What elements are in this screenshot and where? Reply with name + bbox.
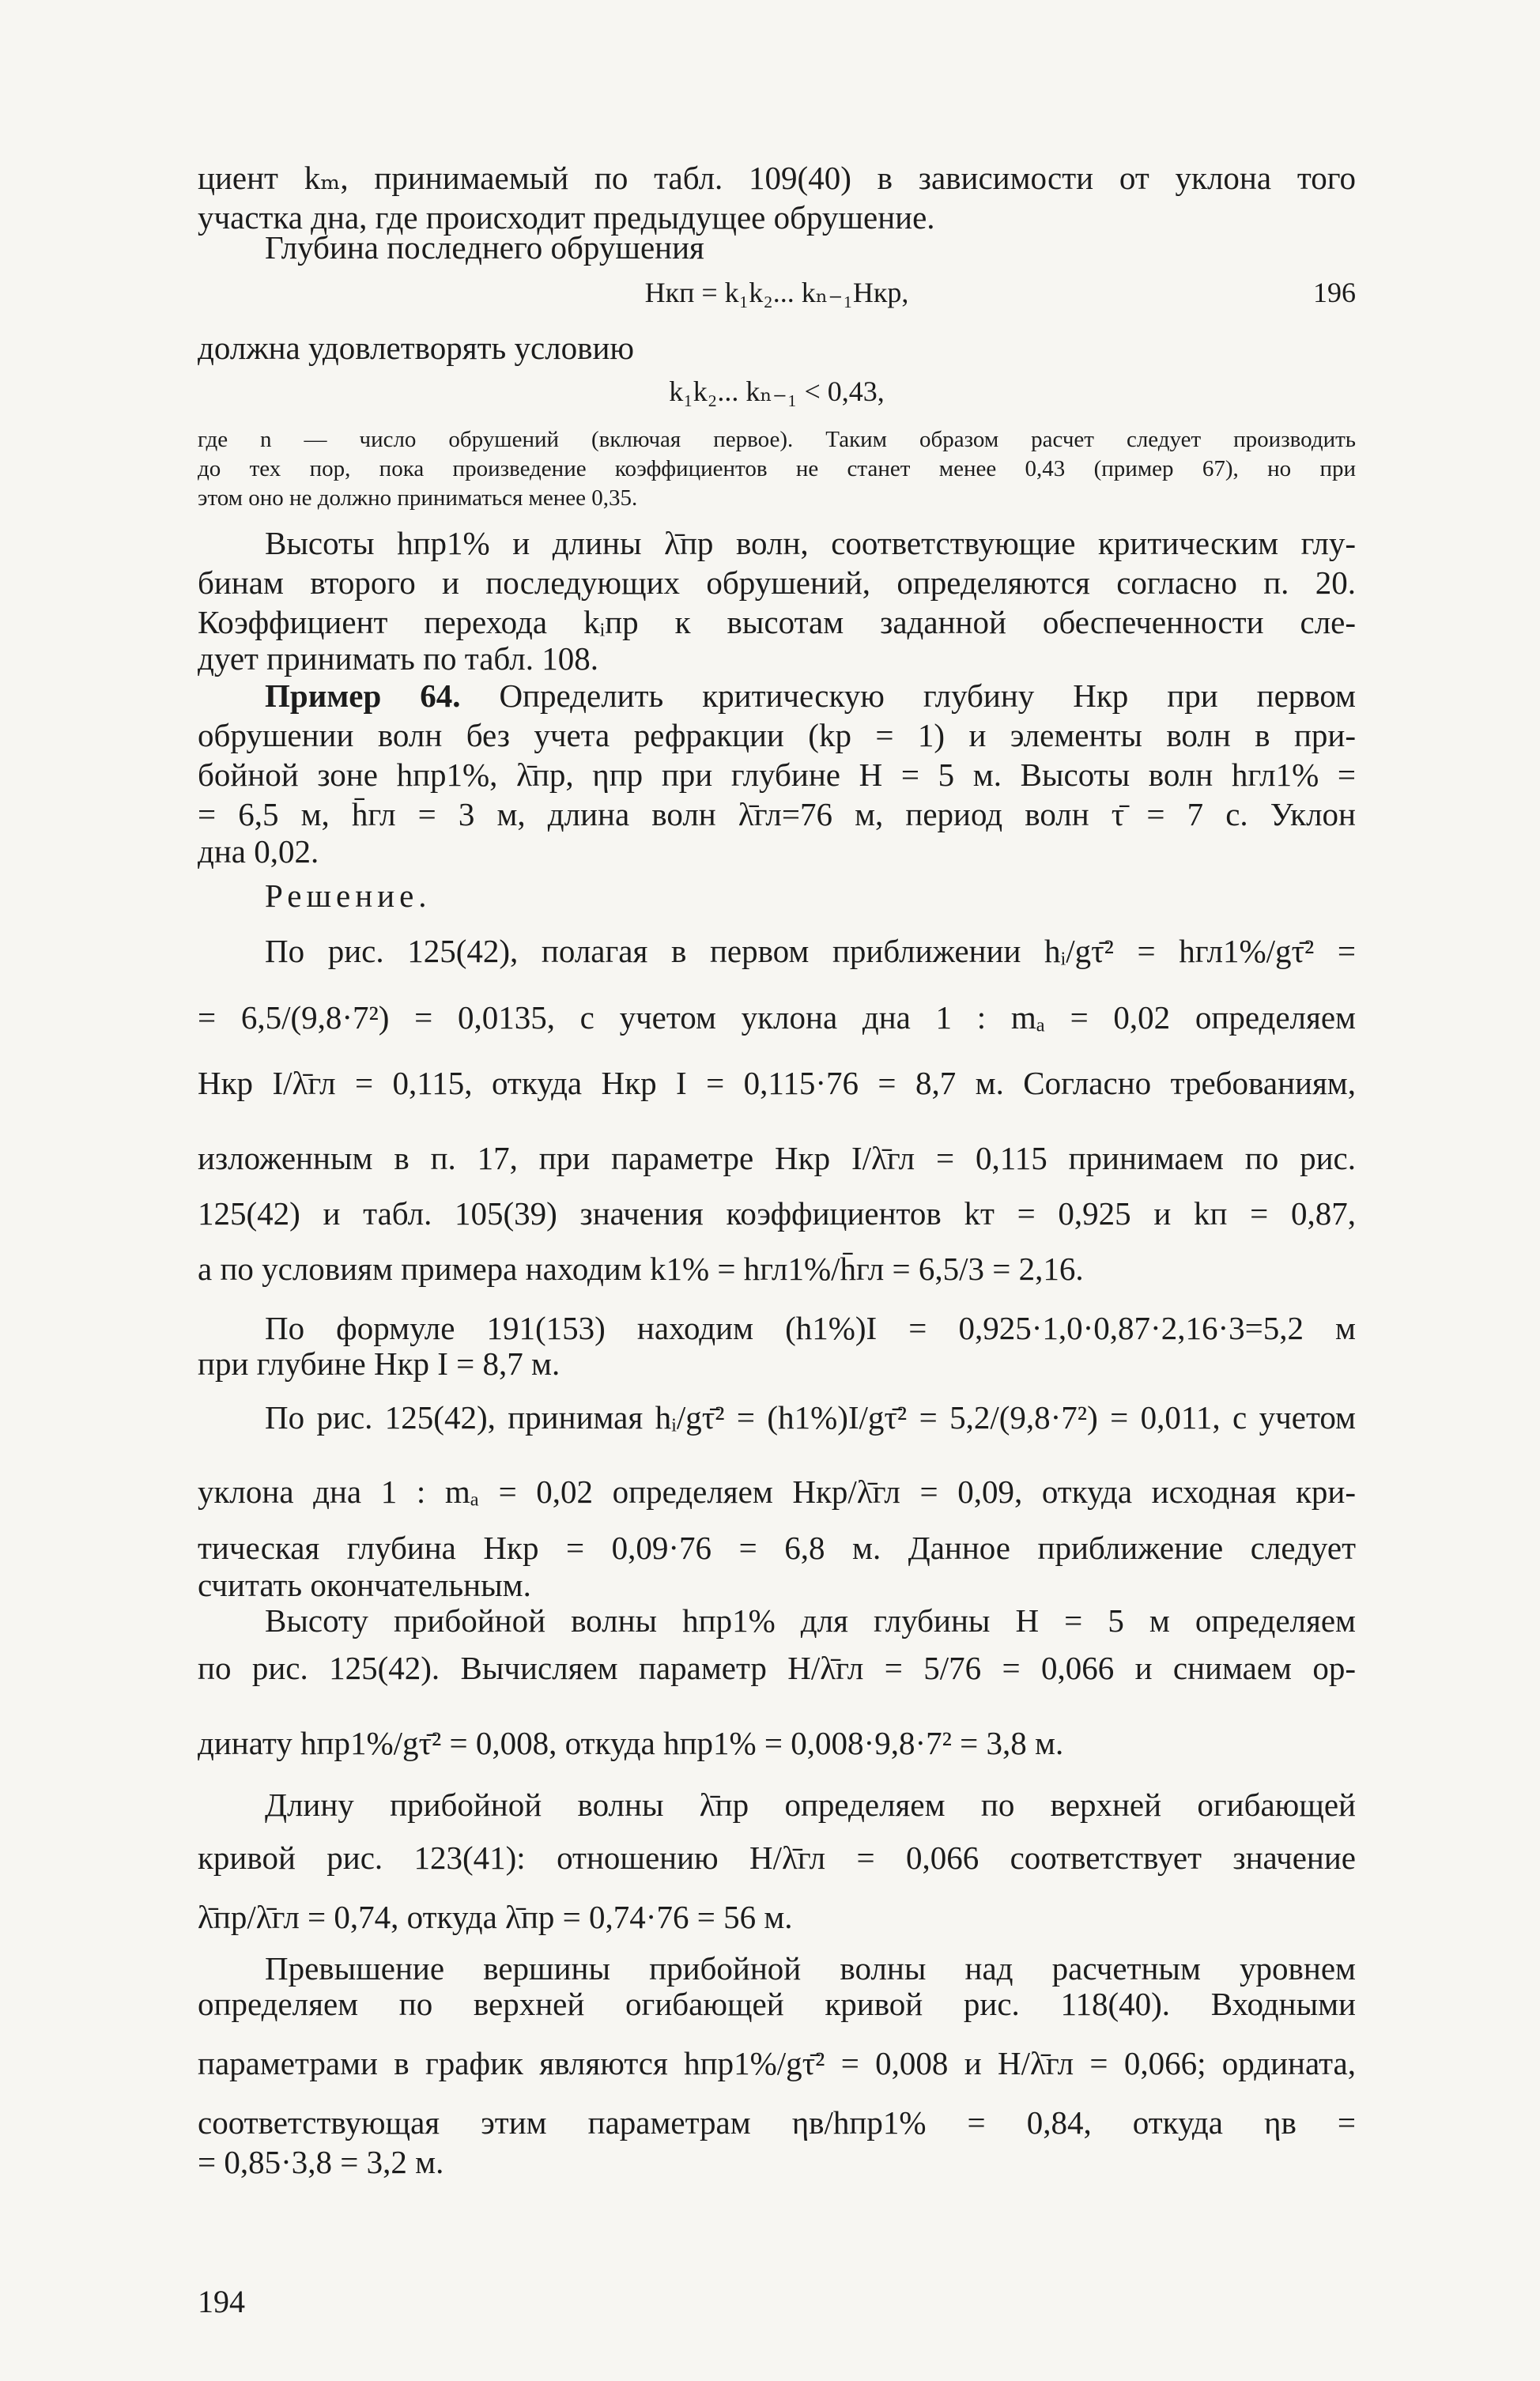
- text-line: Высоту прибойной волны hпр1% для глубины H = 5 м определяем: [265, 1602, 1356, 1639]
- text-line: кривой рис. 123(41): отношению H/λ̄гл = 0,066 соответствует значение: [198, 1840, 1356, 1876]
- text-line: динату hпр1%/gτ̄² = 0,008, откуда hпр1% = 0,008·9,8·7² = 3,8 м.: [198, 1725, 1064, 1761]
- text-line: параметрами в график являются hпр1%/gτ̄² = 0,008 и H/λ̄гл = 0,066; ордината,: [198, 2045, 1356, 2081]
- text-line: по рис. 125(42). Вычисляем параметр H/λ̄гл = 5/76 = 0,066 и снимаем ор-: [198, 1650, 1356, 1686]
- example-label: Пример 64.: [265, 677, 461, 714]
- text-line: должна удовлетворять условию: [198, 330, 635, 366]
- text-line: тическая глубина Hкр = 0,09·76 = 6,8 м. Данное приближение следует: [198, 1530, 1356, 1566]
- text-line: Коэффициент перехода kᵢпр к высотам заданной обеспеченности сле-: [198, 604, 1356, 640]
- inequality: k₁k₂... kₙ₋₁ < 0,43,: [669, 375, 885, 407]
- equation-number: 196: [1313, 277, 1356, 308]
- text-line: определяем по верхней огибающей кривой рис. 118(40). Входными: [198, 1986, 1356, 2022]
- small-text-line: этом оно не должно приниматься менее 0,35.: [198, 485, 638, 511]
- page-number: 194: [198, 2284, 245, 2319]
- formula-196: [198, 273, 1356, 312]
- text-line: Глубина последнего обрушения: [265, 229, 704, 266]
- text-line: бойной зоне hпр1%, λ̄пр, ηпр при глубине H = 5 м. Высоты волн hгл1% =: [198, 757, 1356, 793]
- text-line: при глубине Hкр I = 8,7 м.: [198, 1345, 561, 1382]
- text-line: = 6,5 м, h̄гл = 3 м, длина волн λ̄гл=76 м, период волн τ̄ = 7 с. Уклон: [198, 796, 1356, 832]
- text-line: участка дна, где происходит предыдущее обрушение.: [198, 199, 935, 236]
- text-line: = 6,5/(9,8·7²) = 0,0135, с учетом уклона дна 1 : mₐ = 0,02 определяем: [198, 999, 1356, 1036]
- example-heading-line: [265, 676, 1356, 715]
- text-line: уклона дна 1 : mₐ = 0,02 определяем Hкр/λ̄гл = 0,09, откуда исходная кри-: [198, 1474, 1356, 1510]
- text-line: 125(42) и табл. 105(39) значения коэффициентов kт = 0,925 и kп = 0,87,: [198, 1195, 1356, 1232]
- text-line: изложенным в п. 17, при параметре Hкр I/λ̄гл = 0,115 принимаем по рис.: [198, 1140, 1356, 1176]
- text-line: = 0,85·3,8 = 3,2 м.: [198, 2144, 444, 2180]
- text-line: а по условиям примера находим k1% = hгл1%/h̄гл = 6,5/3 = 2,16.: [198, 1251, 1084, 1287]
- text-line: По формуле 191(153) находим (h1%)I = 0,925·1,0·0,87·2,16·3=5,2 м: [265, 1310, 1356, 1346]
- text-line: соответствующая этим параметрам ηв/hпр1% = 0,84, откуда ηв =: [198, 2104, 1356, 2141]
- text-line: Превышение вершины прибойной волны над расчетным уровнем: [265, 1950, 1356, 1987]
- small-text-line: до тех пор, пока произведение коэффициентов не станет менее 0,43 (пример 67), но при: [198, 456, 1356, 481]
- solution-heading: Решение.: [265, 877, 432, 914]
- text-line: По рис. 125(42), полагая в первом приближении hᵢ/gτ̄² = hгл1%/gτ̄² =: [265, 933, 1356, 969]
- text-line: Высоты hпр1% и длины λ̄пр волн, соответствующие критическим глу-: [265, 525, 1356, 561]
- text-line: Длину прибойной волны λ̄пр определяем по верхней огибающей: [265, 1787, 1356, 1823]
- text-line: бинам второго и последующих обрушений, определяются согласно п. 20.: [198, 564, 1356, 601]
- text-line: По рис. 125(42), принимая hᵢ/gτ̄² = (h1%)I/gτ̄² = 5,2/(9,8·7²) = 0,011, с учетом: [265, 1399, 1356, 1436]
- text-line: λ̄пр/λ̄гл = 0,74, откуда λ̄пр = 0,74·76 = 56 м.: [198, 1899, 793, 1935]
- text-line: обрушении волн без учета рефракции (kр = 1) и элементы волн в при-: [198, 717, 1356, 753]
- text-line: циент kₘ, принимаемый по табл. 109(40) в зависимости от уклона того: [198, 160, 1356, 196]
- text-line: Hкр I/λ̄гл = 0,115, откуда Hкр I = 0,115·76 = 8,7 м. Согласно требованиям,: [198, 1065, 1356, 1101]
- example-text: Определить критическую глубину Hкр при первом: [499, 677, 1357, 714]
- text-line: дна 0,02.: [198, 833, 319, 870]
- formula-text: Hкп = k₁k₂... kₙ₋₁Hкр,: [644, 277, 909, 308]
- text-line: считать окончательным.: [198, 1567, 531, 1603]
- text-line: дует принимать по табл. 108.: [198, 640, 598, 677]
- small-text-line: где n — число обрушений (включая первое). Таким образом расчет следует производить: [198, 427, 1356, 452]
